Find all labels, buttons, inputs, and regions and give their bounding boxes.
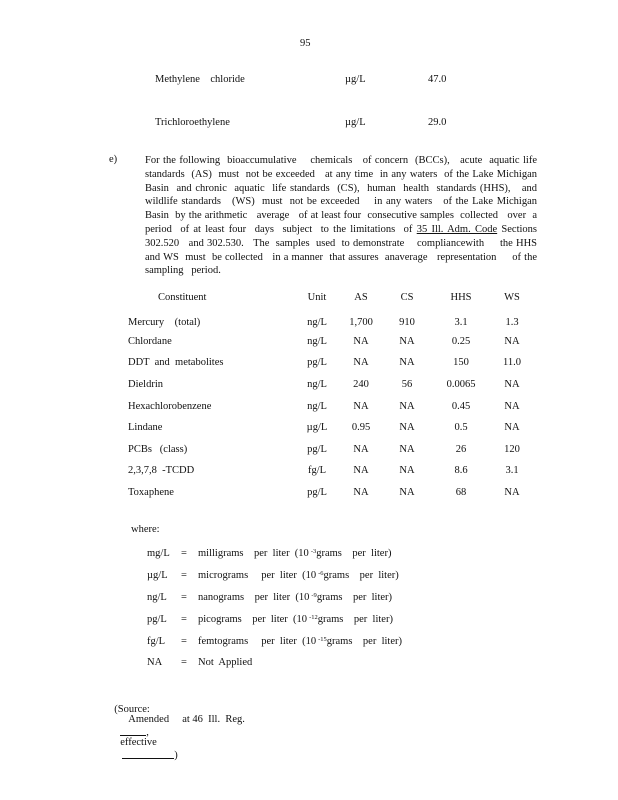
definition-abbr: ng/L xyxy=(147,592,167,603)
definition-meaning: picograms per liter (10 xyxy=(198,614,308,625)
row-unit: µg/L xyxy=(345,117,366,128)
citation: 35 Ill. Adm. Code xyxy=(416,223,498,235)
constituent-name: Hexachlorobenzene xyxy=(128,401,212,412)
table-cell: 3.1 xyxy=(505,465,519,476)
definition-text xyxy=(198,658,252,669)
row-name: Trichloroethylene xyxy=(155,117,230,128)
table-cell: 120 xyxy=(504,444,520,455)
row-value: 29.0 xyxy=(428,117,447,128)
source-note xyxy=(109,694,245,761)
constituent-name: Mercury (total) xyxy=(128,317,201,328)
table-cell: NA xyxy=(399,444,415,455)
constituent-name: Dieldrin xyxy=(128,379,163,390)
table-cell: NA xyxy=(504,379,520,390)
definition-tail: grams per liter) xyxy=(323,570,399,581)
where-label: where: xyxy=(131,524,160,535)
table-cell: 1.3 xyxy=(505,317,519,328)
source-comma: , xyxy=(146,726,149,738)
column-header: WS xyxy=(504,292,520,303)
definition-abbr: NA xyxy=(147,657,163,668)
table-cell: NA xyxy=(399,336,415,347)
paragraph-text-b: Sections 302.520 and 302.530. The samples used to demonstrate compliancewith the HHS and WS must be collected in a manner that assures anaverage representation of the sampling period. xyxy=(145,223,543,277)
table-cell: NA xyxy=(504,487,520,498)
definition-tail: grams per liter) xyxy=(316,592,393,603)
definition-abbr: mg/L xyxy=(147,548,170,559)
definition-exponent: -9 xyxy=(311,592,317,599)
table-cell: pg/L xyxy=(307,357,327,368)
table-cell: NA xyxy=(399,487,415,498)
definition-exponent: -6 xyxy=(318,570,324,577)
source-amended: Amended at 46 Ill. Reg. xyxy=(128,714,245,725)
definition-text xyxy=(198,615,393,626)
definition-text xyxy=(198,571,399,582)
constituent-name: DDT and metabolites xyxy=(128,357,224,368)
table-cell: NA xyxy=(399,357,415,368)
blank-line xyxy=(122,749,174,759)
definition-tail: grams per liter) xyxy=(316,548,392,559)
table-cell: 26 xyxy=(455,444,467,455)
table-cell: NA xyxy=(504,336,520,347)
definition-meaning: nanograms per liter (10 xyxy=(198,592,310,603)
definition-tail: grams per liter) xyxy=(317,614,393,625)
constituent-name: PCBs (class) xyxy=(128,444,188,455)
table-cell: 1,700 xyxy=(349,317,373,328)
table-cell: 0.25 xyxy=(451,336,471,347)
definition-tail: grams per liter) xyxy=(326,636,402,647)
column-header: AS xyxy=(354,292,368,303)
source-effective: effective xyxy=(120,737,157,748)
table-cell: 3.1 xyxy=(454,317,468,328)
table-cell: NA xyxy=(353,357,369,368)
definition-equals: = xyxy=(181,636,187,647)
constituent-name: Lindane xyxy=(128,422,163,433)
column-header: CS xyxy=(400,292,414,303)
table-cell: µg/L xyxy=(306,422,328,433)
table-cell: NA xyxy=(353,444,369,455)
constituent-name: 2,3,7,8 -TCDD xyxy=(128,465,195,476)
definition-exponent: -12 xyxy=(309,614,318,621)
row-unit: µg/L xyxy=(345,74,366,85)
definition-meaning: femtograms per liter (10 xyxy=(198,636,317,647)
blank-line xyxy=(120,726,146,736)
table-cell: NA xyxy=(353,465,369,476)
table-cell: 11.0 xyxy=(503,357,521,368)
definition-equals: = xyxy=(181,592,187,603)
table-cell: 68 xyxy=(455,487,467,498)
column-header: Unit xyxy=(307,292,327,303)
definition-meaning: micrograms per liter (10 xyxy=(198,570,317,581)
table-cell: NA xyxy=(399,422,415,433)
table-cell: ng/L xyxy=(307,379,327,390)
paragraph-text-a: For the following bioaccumulative chemicals of concern (BCCs), acute aquatic life standards (AS) must not be exceeded at any time in any waters of the Lake Michigan Basin and chronic aquatic life standards (CS), human health standards (HHS), and wildlife standards (WS) must not be exceeded in any waters of the Lake Michigan Basin by the arithmetic average of at least four consecutive samples collected over a period of at least four days subject to the limitations of xyxy=(145,155,543,235)
table-cell: pg/L xyxy=(307,444,327,455)
definition-equals: = xyxy=(181,614,187,625)
definition-exponent: -3 xyxy=(310,548,317,555)
table-cell: NA xyxy=(353,336,369,347)
definition-abbr: µg/L xyxy=(147,570,168,581)
definition-equals: = xyxy=(181,548,187,559)
page-number: 95 xyxy=(300,38,311,49)
table-cell: 910 xyxy=(399,317,415,328)
table-cell: pg/L xyxy=(307,487,327,498)
definition-meaning: milligrams per liter (10 xyxy=(198,548,309,559)
definition-exponent: -15 xyxy=(318,636,327,643)
definition-abbr: fg/L xyxy=(147,636,166,647)
table-cell: 56 xyxy=(401,379,413,390)
table-cell: NA xyxy=(504,401,520,412)
table-cell: 0.95 xyxy=(351,422,371,433)
row-value: 47.0 xyxy=(428,74,447,85)
row-name: Methylene chloride xyxy=(155,74,245,85)
definition-text xyxy=(198,637,402,648)
definition-equals: = xyxy=(181,570,187,581)
table-cell: NA xyxy=(504,422,520,433)
table-cell: NA xyxy=(399,401,415,412)
table-cell: NA xyxy=(353,487,369,498)
table-cell: 0.0065 xyxy=(446,379,476,390)
table-cell: fg/L xyxy=(307,465,327,476)
table-cell: NA xyxy=(399,465,415,476)
definition-equals: = xyxy=(181,657,187,668)
table-cell: 240 xyxy=(353,379,369,390)
section-paragraph xyxy=(145,154,543,278)
table-cell: NA xyxy=(353,401,369,412)
table-cell: ng/L xyxy=(307,336,327,347)
definition-text xyxy=(198,593,392,604)
definition-text xyxy=(198,549,391,560)
section-label: e) xyxy=(109,154,118,165)
constituent-name: Toxaphene xyxy=(128,487,174,498)
source-close: ) xyxy=(174,749,178,761)
table-cell: 0.45 xyxy=(451,401,471,412)
constituent-name: Chlordane xyxy=(128,336,172,347)
table-cell: ng/L xyxy=(307,401,327,412)
table-cell: ng/L xyxy=(307,317,327,328)
column-header: HHS xyxy=(450,292,472,303)
source-open: (Source: xyxy=(114,703,150,715)
definition-meaning: Not Applied xyxy=(198,657,253,668)
table-cell: 0.5 xyxy=(454,422,468,433)
table-cell: 150 xyxy=(453,357,469,368)
definition-abbr: pg/L xyxy=(147,614,167,625)
table-cell: 8.6 xyxy=(454,465,468,476)
column-header: Constituent xyxy=(158,292,207,303)
